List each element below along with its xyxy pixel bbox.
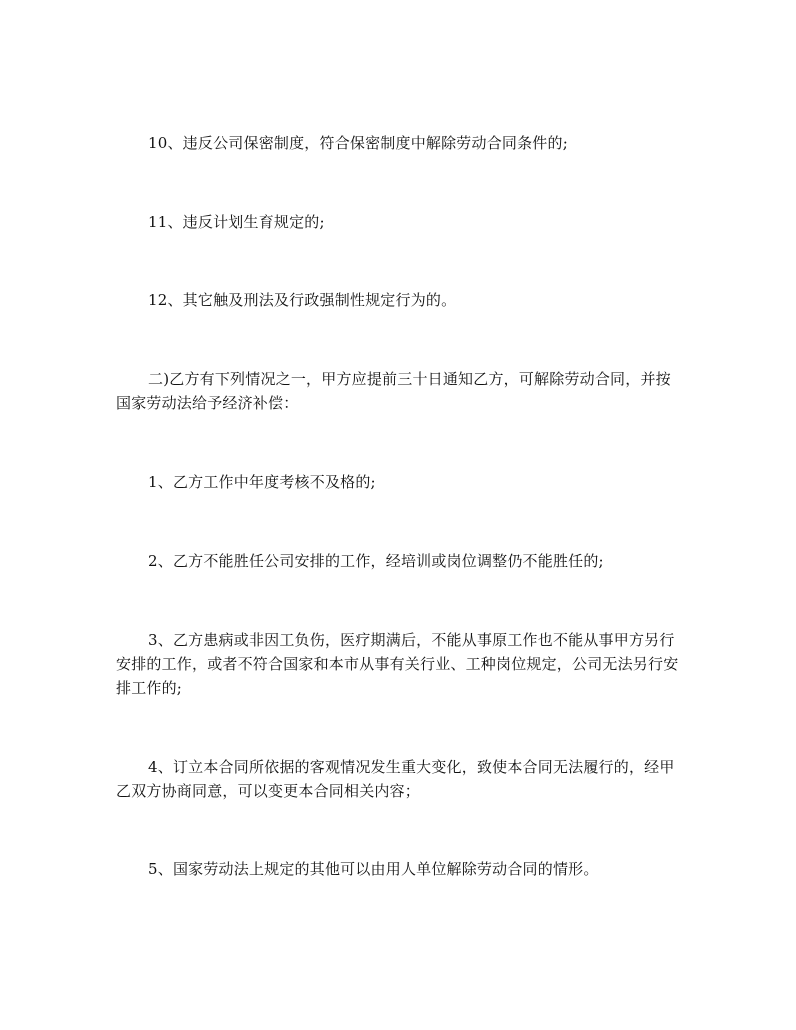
clause-12: 12、其它触及刑法及行政强制性规定行为的。 xyxy=(148,291,457,309)
item-3: 3、乙方患病或非因工负伤，医疗期满后，不能从事原工作也不能从事甲方另行安排的工作，或者不符合国家和本市从事有关行业、工种岗位规定，公司无法另行安排工作的; xyxy=(116,631,679,697)
item-2: 2、乙方不能胜任公司安排的工作，经培训或岗位调整仍不能胜任的; xyxy=(148,552,604,570)
item-5: 5、国家劳动法上规定的其他可以由用人单位解除劳动合同的情形。 xyxy=(148,860,599,878)
item-4: 4、订立本合同所依据的客观情况发生重大变化，致使本合同无法履行的，经甲乙双方协商同意，可以变更本合同相关内容； xyxy=(116,758,675,800)
clause-11: 11、违反计划生育规定的; xyxy=(148,213,325,231)
clause-10: 10、违反公司保密制度，符合保密制度中解除劳动合同条件的; xyxy=(148,134,568,152)
item-1: 1、乙方工作中年度考核不及格的; xyxy=(148,473,376,491)
section-two-intro: 二)乙方有下列情况之一，甲方应提前三十日通知乙方，可解除劳动合同，并按国家劳动法给予经济补偿： xyxy=(116,370,671,412)
